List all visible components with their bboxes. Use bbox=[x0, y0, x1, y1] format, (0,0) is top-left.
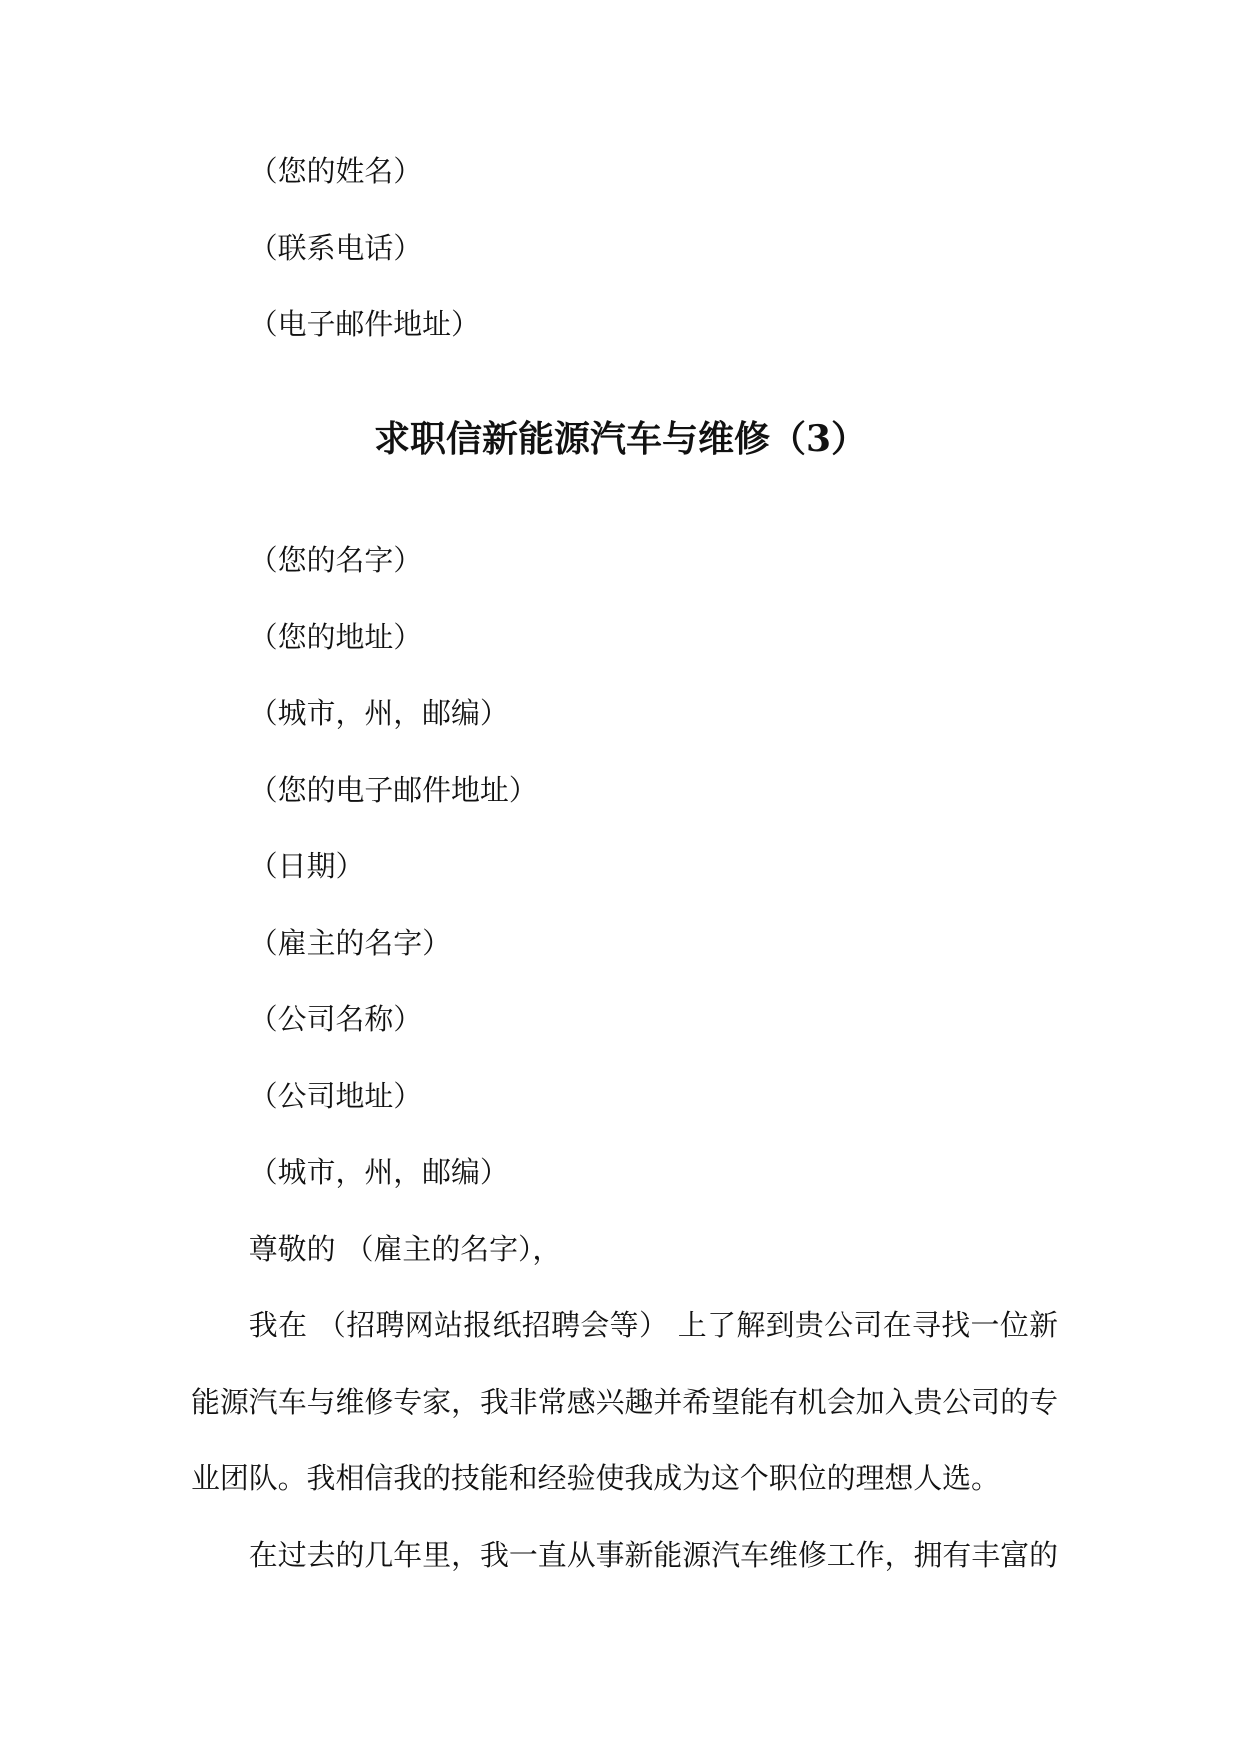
salutation: 尊敬的 （雇主的名字）， bbox=[248, 1231, 562, 1266]
document-title: 求职信新能源汽车与维修（3） bbox=[373, 418, 868, 460]
header-line-your-address: （您的地址） bbox=[248, 619, 423, 654]
contact-block bbox=[191, 133, 1058, 363]
header-line-company-name: （公司名称） bbox=[248, 1002, 423, 1036]
header-line-company-address: （公司地址） bbox=[248, 1078, 423, 1113]
header-line-company-city-state-zip: （城市，州，邮编） bbox=[248, 1155, 509, 1189]
header-line-your-name: （您的名字） bbox=[248, 543, 423, 577]
paragraph-1-line-3: 业团队。我相信我的技能和经验使我成为这个职位的理想人选。 bbox=[191, 1461, 1000, 1495]
header-line-date: （日期） bbox=[248, 849, 365, 883]
contact-phone-line: （联系电话） bbox=[248, 230, 423, 265]
paragraph-1-line-1: 我在 （招聘网站报纸招聘会等） 上了解到贵公司在寻找一位新 bbox=[248, 1308, 1058, 1342]
contact-name-line: （您的姓名） bbox=[248, 154, 423, 188]
header-line-employer-name: （雇主的名字） bbox=[248, 925, 452, 960]
paragraph-2-line-1: 在过去的几年里，我一直从事新能源汽车维修工作，拥有丰富的 bbox=[248, 1537, 1058, 1572]
paragraph-1-line-2: 能源汽车与维修专家，我非常感兴趣并希望能有机会加入贵公司的专 bbox=[191, 1384, 1058, 1419]
header-line-city-state-zip: （城市，州，邮编） bbox=[248, 696, 509, 730]
letter-body bbox=[191, 522, 1058, 1593]
header-line-your-email: （您的电子邮件地址） bbox=[248, 772, 538, 807]
contact-email-line: （电子邮件地址） bbox=[248, 307, 480, 341]
